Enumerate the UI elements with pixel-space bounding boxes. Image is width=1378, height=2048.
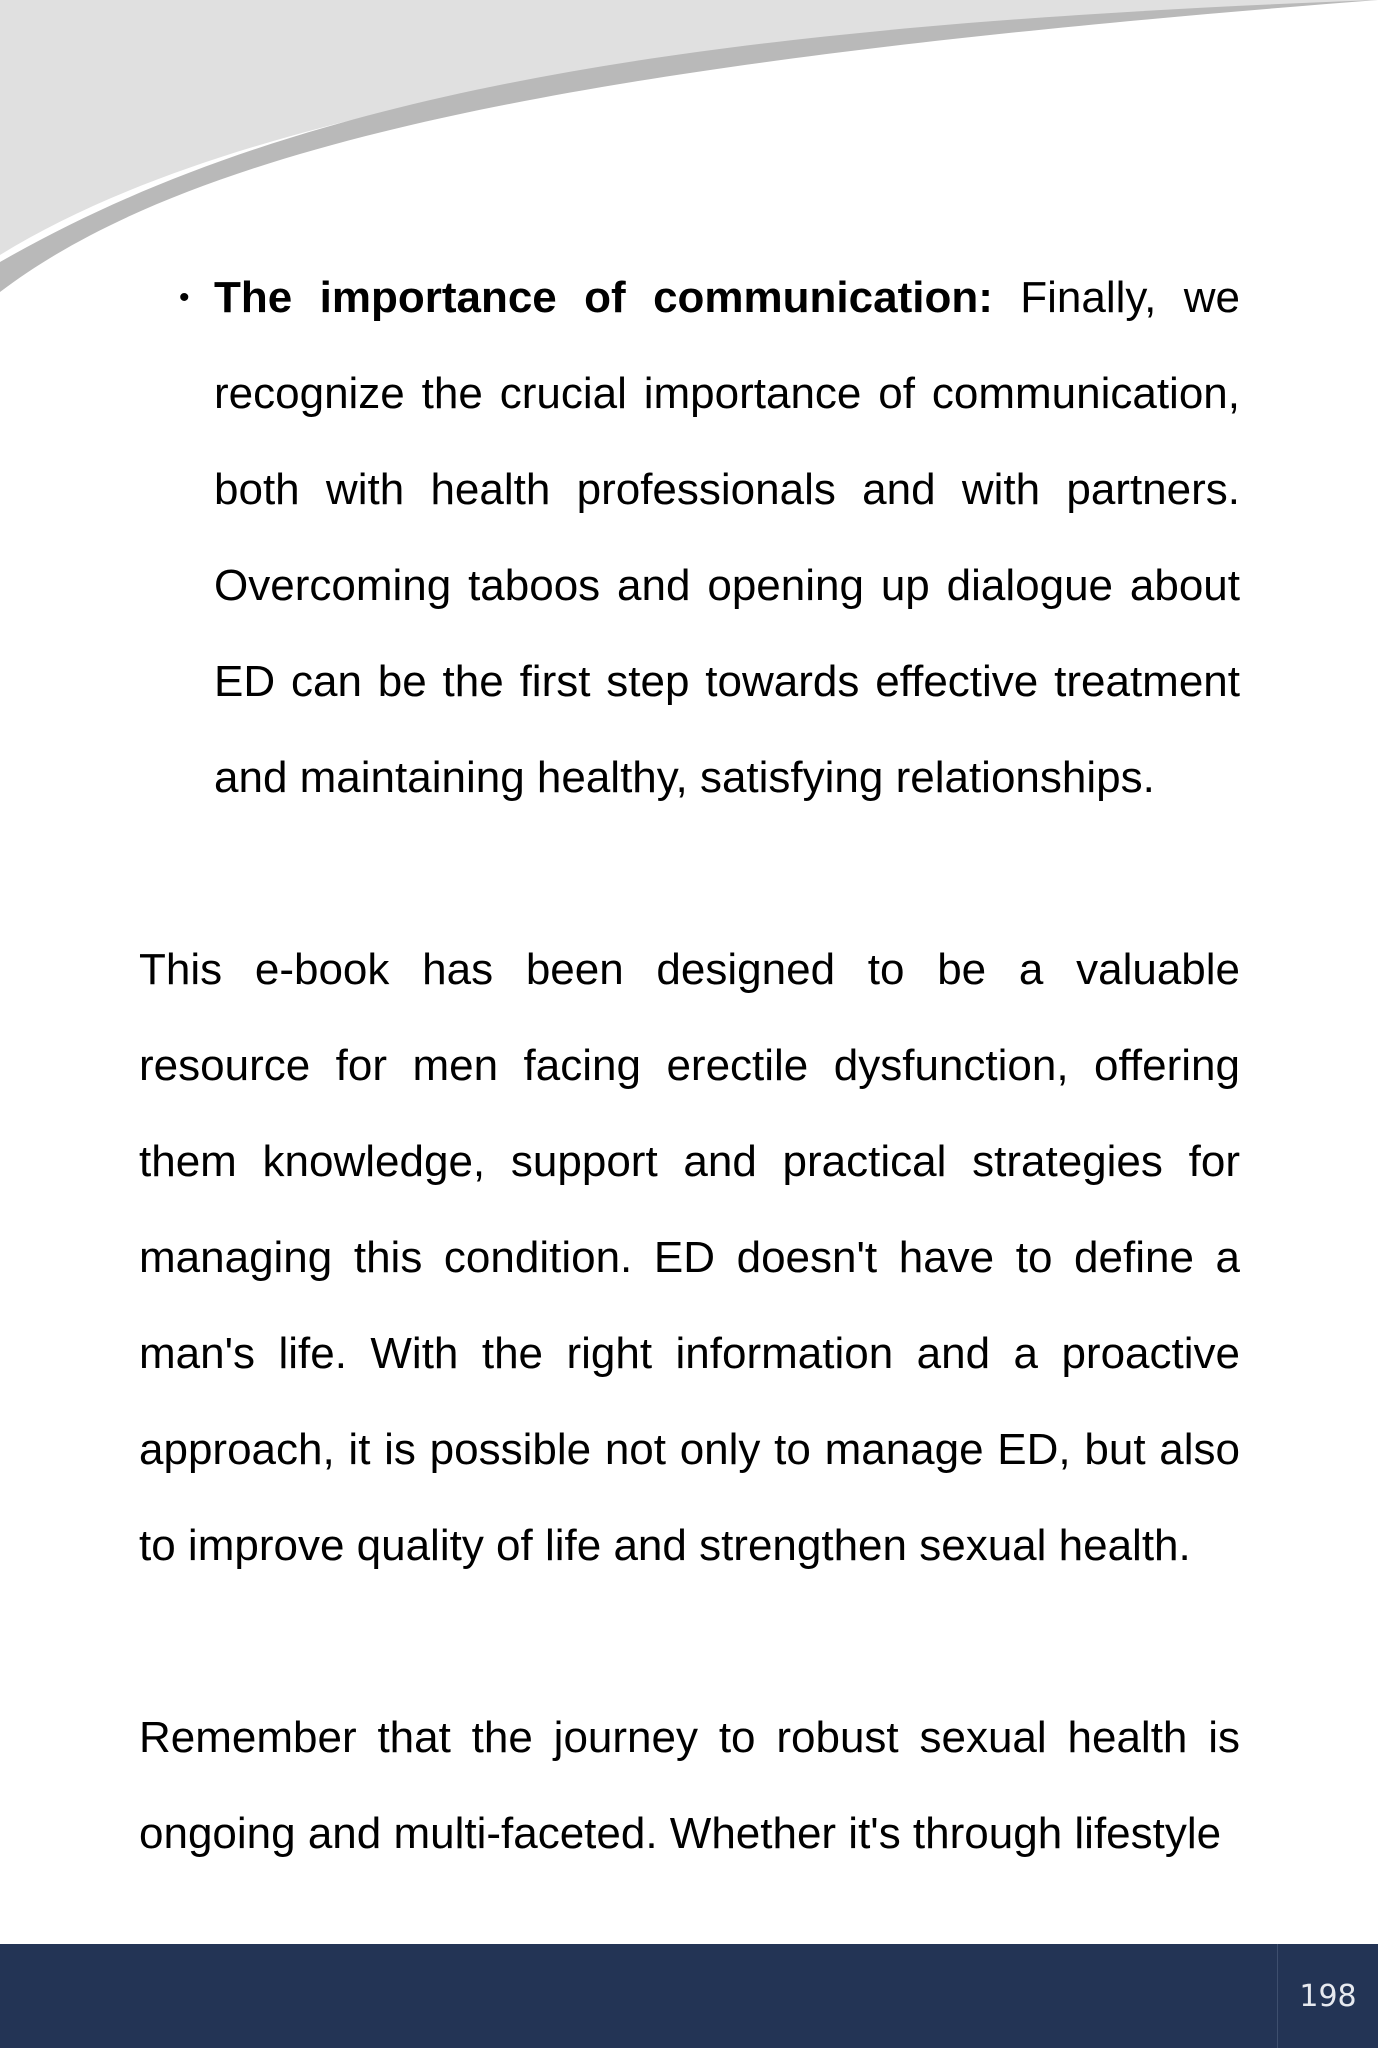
- bullet-marker: •: [179, 281, 190, 314]
- header-curve-light: [0, 0, 1378, 255]
- bullet-lead-text: The importance of communication:: [214, 273, 993, 322]
- bullet-body-text: Finally, we recognize the crucial importance of communication, both with health professionals and with partners. Overcoming taboos and opening up dialogue about ED can be the first step towards effective treatment and maintaining healthy, satisfying relationships.: [214, 273, 1240, 802]
- bullet-item-communication: [139, 250, 1240, 826]
- page-number: 198: [1277, 1944, 1378, 2048]
- page-content: [139, 250, 1240, 1882]
- paragraph-remember: Remember that the journey to robust sexual health is ongoing and multi-faceted. Whether it's through lifestyle: [139, 1713, 1240, 1858]
- paragraph-ebook-summary: This e-book has been designed to be a valuable resource for men facing erectile dysfunction, offering them knowledge, support and practical strategies for managing this condition. ED doesn't have to define a man's life. With the right information and a proactive approach, it is possible not only to manage ED, but also to improve quality of life and strengthen sexual health.: [139, 945, 1240, 1570]
- footer-bar: [0, 1944, 1378, 2048]
